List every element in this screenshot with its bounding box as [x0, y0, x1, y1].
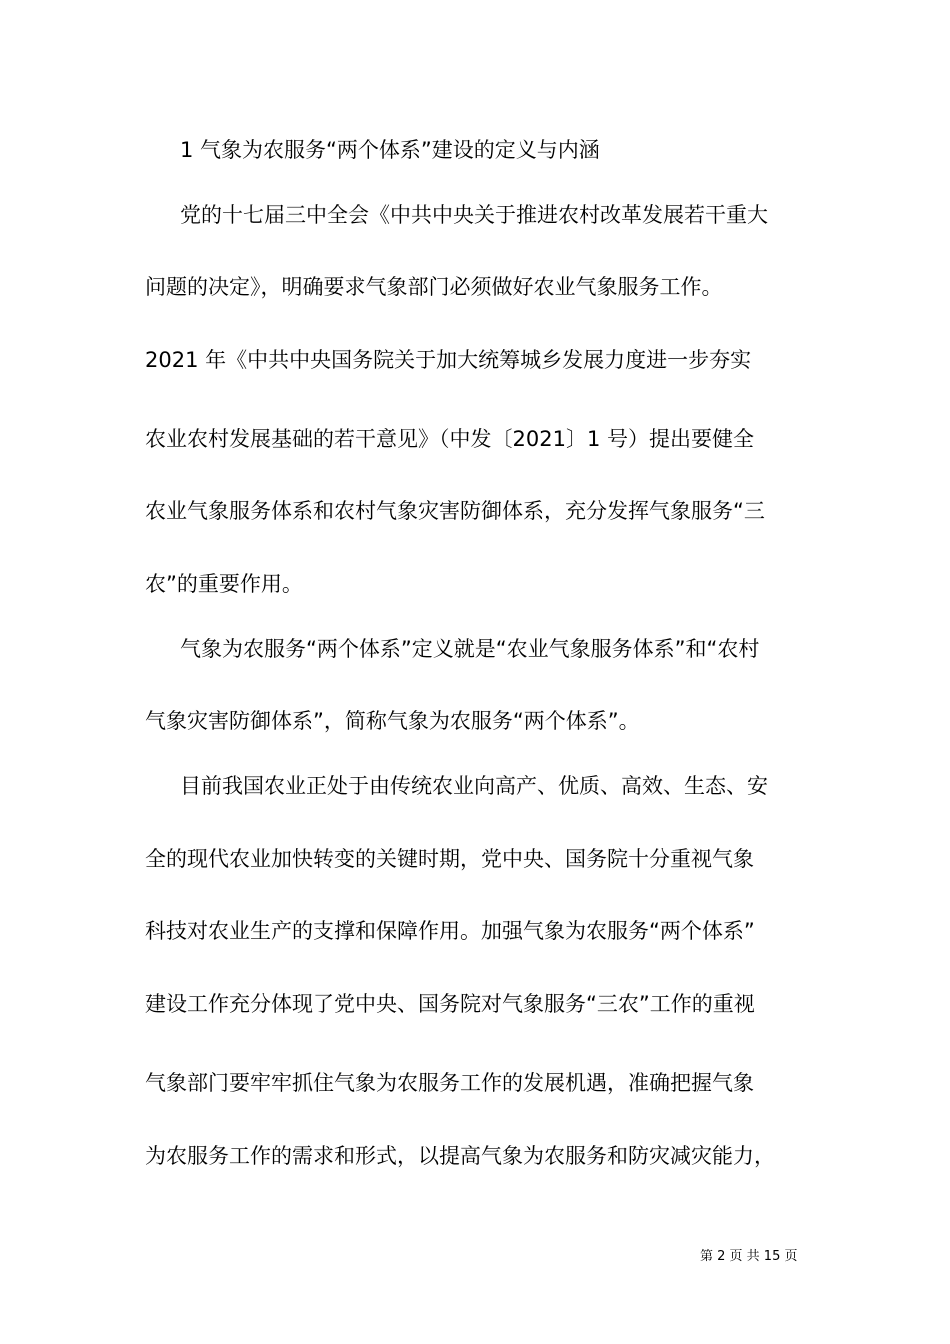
paragraph-line: 气象为农服务“两个体系”定义就是“农业气象服务体系”和“农村 — [180, 637, 760, 661]
paragraph-line: 建设工作充分体现了党中央、国务院对气象服务“三农”工作的重视 — [145, 992, 755, 1016]
paragraph-line: 气象部门要牢牢抓住气象为农服务工作的发展机遇，准确把握气象 — [145, 1071, 754, 1095]
paragraph-line: 科技对农业生产的支撑和保障作用。加强气象为农服务“两个体系” — [145, 919, 755, 943]
paragraph-line: 问题的决定》，明确要求气象部门必须做好农业气象服务工作。 — [145, 275, 723, 299]
paragraph-line: 农业气象服务体系和农村气象灾害防御体系，充分发挥气象服务“三 — [145, 499, 765, 523]
paragraph-line: 目前我国农业正处于由传统农业向高产、优质、高效、生态、安 — [180, 774, 768, 798]
section-heading: 1 气象为农服务“两个体系”建设的定义与内涵 — [180, 138, 600, 162]
paragraph-line: 气象灾害防御体系”，简称气象为农服务“两个体系”。 — [145, 709, 640, 733]
paragraph-line: 为农服务工作的需求和形式，以提高气象为农服务和防灾减灾能力， — [145, 1144, 775, 1168]
paragraph-line: 农业农村发展基础的若干意见》（中发〔2021〕1 号）提出要健全 — [145, 427, 754, 451]
paragraph-line: 党的十七届三中全会《中共中央关于推进农村改革发展若干重大 — [180, 203, 768, 227]
paragraph-line: 2021 年《中共中央国务院关于加大统筹城乡发展力度进一步夯实 — [145, 348, 752, 372]
paragraph-line: 农”的重要作用。 — [145, 572, 303, 596]
page-number: 第 2 页 共 15 页 — [700, 1249, 798, 1264]
paragraph-line: 全的现代农业加快转变的关键时期，党中央、国务院十分重视气象 — [145, 847, 754, 871]
